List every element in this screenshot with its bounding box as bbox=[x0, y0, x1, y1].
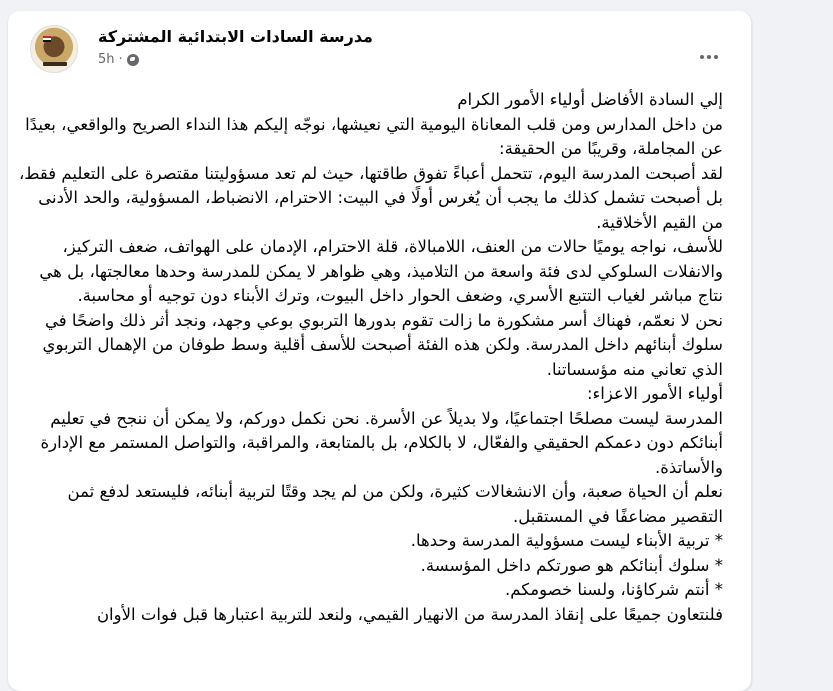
post-meta bbox=[98, 52, 139, 67]
post-closing: فلنتعاون جميعًا على إنقاذ المدرسة من الانهيار القيمي، ولنعد للتربية اعتبارها قبل فوات الأوان bbox=[96, 604, 723, 624]
post-timestamp[interactable]: 5h bbox=[98, 52, 115, 67]
post-card bbox=[8, 11, 752, 691]
post-paragraph: للأسف، نواجه يوميًا حالات من العنف، اللامبالاة، قلة الاحترام، الإدمان على الهواتف، ضعف التركيز، والانفلات السلوكي لدى فئة واسعة من التلاميذ، وهي ظواهر لا يمكن للمدرسة وحدها معالجتها، بل هي نتاج مباشر لغياب التتبع الأسري، وضعف الحوار داخل البيوت، وترك الأبناء دون توجيه أو محاسبة. bbox=[39, 237, 723, 305]
more-options-icon bbox=[714, 55, 718, 59]
flag-icon bbox=[43, 36, 51, 42]
post-paragraph: نعلم أن الحياة صعبة، وأن الانشغالات كثيرة، ولكن من لم يجد وقتًا لتربية أبنائه، فليستعد لدفع ثمن التقصير مضاعفًا في المستقبل. bbox=[67, 482, 723, 526]
more-options-button[interactable] bbox=[691, 39, 727, 75]
post-paragraph: نحن لا نعمّم، فهناك أسر مشكورة ما زالت تقوم بدورها التربوي بوعي وجهد، ونجد أثر ذلك واضحًا في سلوك أبنائهم داخل المدرسة. ولكن هذه الفئة أصبحت للأسف أقلية وسط طوفان من الإهمال التربوي الذي تعاني منه مؤسساتنا. bbox=[42, 310, 723, 379]
post-bullet: * سلوك أبنائكم هو صورتكم داخل المؤسسة. bbox=[420, 555, 723, 575]
post-paragraph: المدرسة ليست مصلحًا اجتماعيًا، ولا بديلاً عن الأسرة. نحن نكمل دوركم، ولا يمكن أن ننجح في تعليم أبنائكم دون دعمكم الحقيقي والفعّال، لا بالكلام، بل بالمتابعة، والمراقبة، والتواصل المستمر مع الإدارة والأساتذة. bbox=[40, 408, 723, 477]
meta-separator: · bbox=[118, 52, 123, 67]
more-options-icon bbox=[700, 55, 704, 59]
post-subheading: أولياء الأمور الاعزاء: bbox=[586, 384, 723, 403]
post-header bbox=[24, 25, 735, 77]
globe-icon[interactable] bbox=[127, 54, 139, 66]
school-logo-avatar[interactable] bbox=[30, 25, 78, 73]
post-bullet: * أنتم شركاؤنا، ولسنا خصومكم. bbox=[504, 580, 723, 599]
more-options-icon bbox=[707, 55, 711, 59]
post-line-salutation: إلي السادة الأفاضل أولياء الأمور الكرام bbox=[457, 90, 723, 109]
post-body bbox=[18, 88, 723, 627]
post-paragraph: لقد أصبحت المدرسة اليوم، تتحمل أعباءً تفوق طاقتها، حيث لم تعد مسؤوليتنا مقتصرة على التعليم فقط، بل أصبحت تشمل كذلك ما يجب أن يُغرس أولًا في البيت: الاحترام، الانضباط، المسؤولية، والحد الأدنى من القيم الأخلاقية. bbox=[18, 163, 723, 232]
page-name-link[interactable]: مدرسة السادات الابتدائية المشتركة bbox=[98, 27, 373, 46]
post-paragraph: من داخل المدارس ومن قلب المعاناة اليومية التي نعيشها، نوجّه إليكم هذا النداء الصريح والواقعي، بعيدًا عن المجاملة، وقريبًا من الحقيقة: bbox=[25, 114, 723, 158]
post-bullet: * تربية الأبناء ليست مسؤولية المدرسة وحدها. bbox=[410, 531, 723, 550]
logo-base bbox=[43, 62, 67, 66]
